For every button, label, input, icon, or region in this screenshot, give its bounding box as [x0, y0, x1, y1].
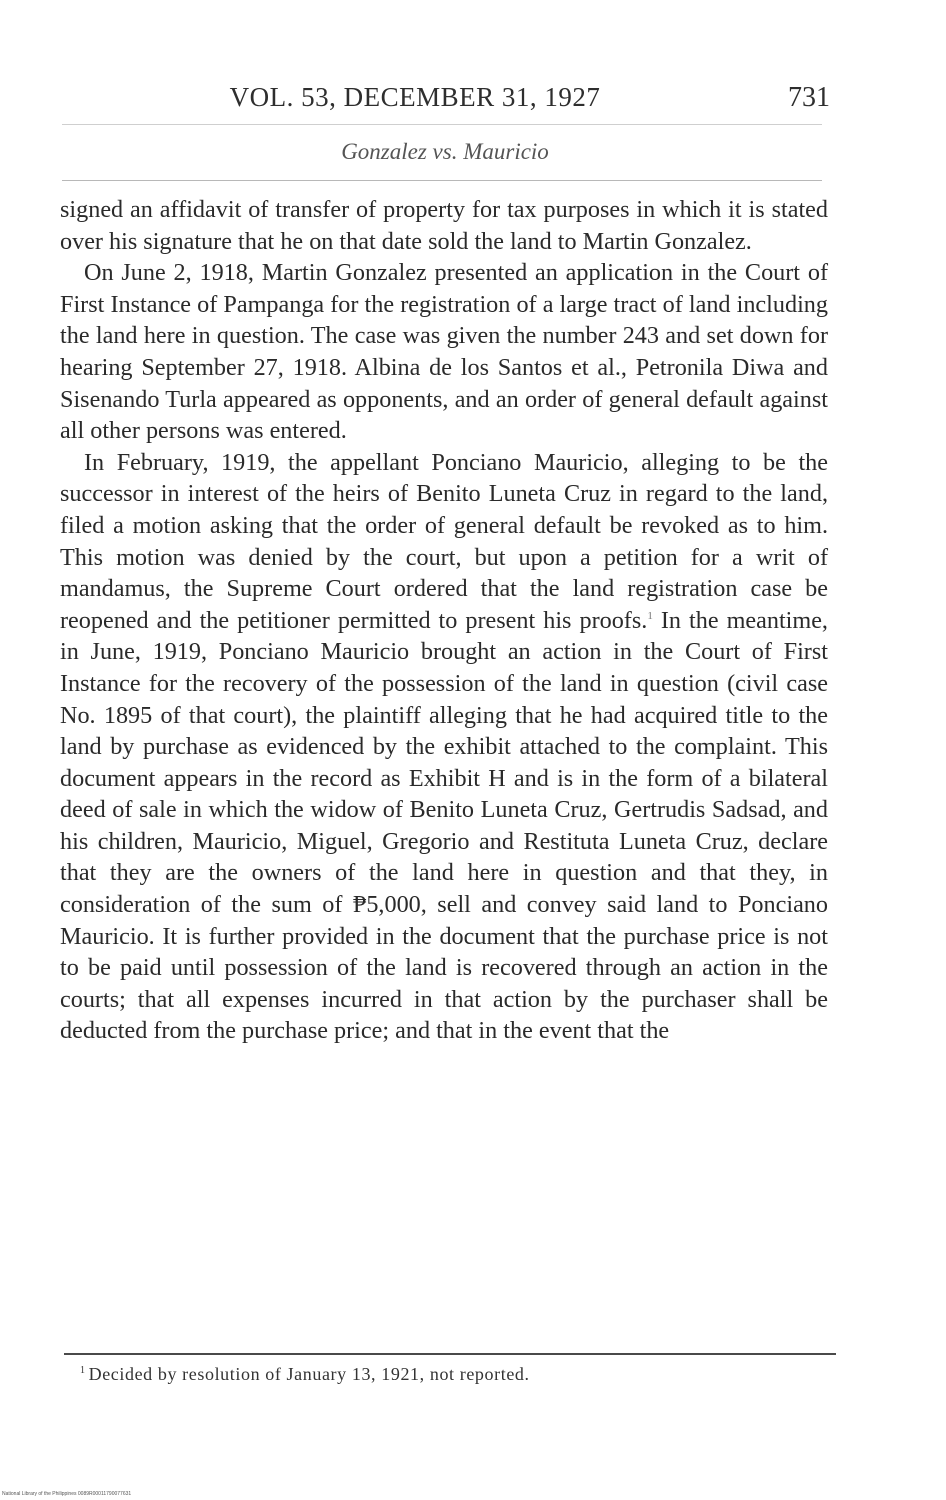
- paragraph-action-text: In the meantime, in June, 1919, Ponciano Mauricio brought an action in the Court of First Instance for the recovery of the possession of the land in question (civil case No. 1895 of that court), the plaintiff alleging that he had acquired title to the land by purchase as evidenced by the exhibit attached to the complaint. This document appears in the record as Exhibit H and is in the form of a bilateral deed of sale in which the widow of Benito Luneta Cruz, Gertrudis Sadsad, and his children, Mauricio, Miguel, Gregorio and Restituta Luneta Cruz, declare that they are the owners of the land here in question and that they, in consideration of the sum of ₱5,000, sell and convey said land to Ponciano Mauricio. It is further provided in the document that the purchase price is not to be paid until possession of the land is recovered through an action in the courts; that all expenses incurred in that action by the purchaser shall be deducted from the purchase price; and that in the event that the: [60, 606, 828, 1045]
- paragraph-registration: On June 2, 1918, Martin Gonzalez presented an application in the Court of First Instance of Pampanga for the registration of a large tract of land including the land here in question. The case was given the number 243 and set down for hearing September 27, 1918. Albina de los Santos et al., Petronila Diwa and Sisenando Turla appeared as opponents, and an order of general default against all other persons was entered.: [60, 259, 828, 445]
- paragraph-continuation: signed an affidavit of transfer of property for tax purposes in which it is stated over his signature that he on that date sold the land to Martin Gonzalez.: [60, 196, 828, 255]
- footnote-rule: [64, 1353, 836, 1355]
- footnote-marker: 1: [80, 1365, 86, 1376]
- paragraph-motion-text: In February, 1919, the appellant Ponciano Mauricio, alleging to be the successor in interest of the heirs of Benito Luneta Cruz in regard to the land, filed a motion asking that the order of general default be revoked as to him. This motion was denied by the court, but upon a petition for a writ of mandamus, the Supreme Court ordered that the land registration case be reopened and the petitioner permitted to present his proofs.: [60, 448, 828, 634]
- page-number: 731: [788, 82, 830, 113]
- library-imprint: National Library of the Philippines 0089R00011790077631: [2, 1491, 132, 1497]
- case-title: Gonzalez vs. Mauricio: [341, 139, 549, 164]
- running-head: [60, 82, 830, 118]
- header-rule: [62, 124, 822, 125]
- title-rule: [62, 180, 822, 181]
- footnote-reference: 1: [647, 609, 653, 622]
- paragraph-motion: [60, 447, 828, 1047]
- volume-line: VOL. 53, DECEMBER 31, 1927: [229, 82, 601, 112]
- footnote-text: Decided by resolution of January 13, 1921, not reported.: [88, 1364, 530, 1384]
- footnote: [80, 1364, 820, 1385]
- body-text: [60, 194, 828, 1047]
